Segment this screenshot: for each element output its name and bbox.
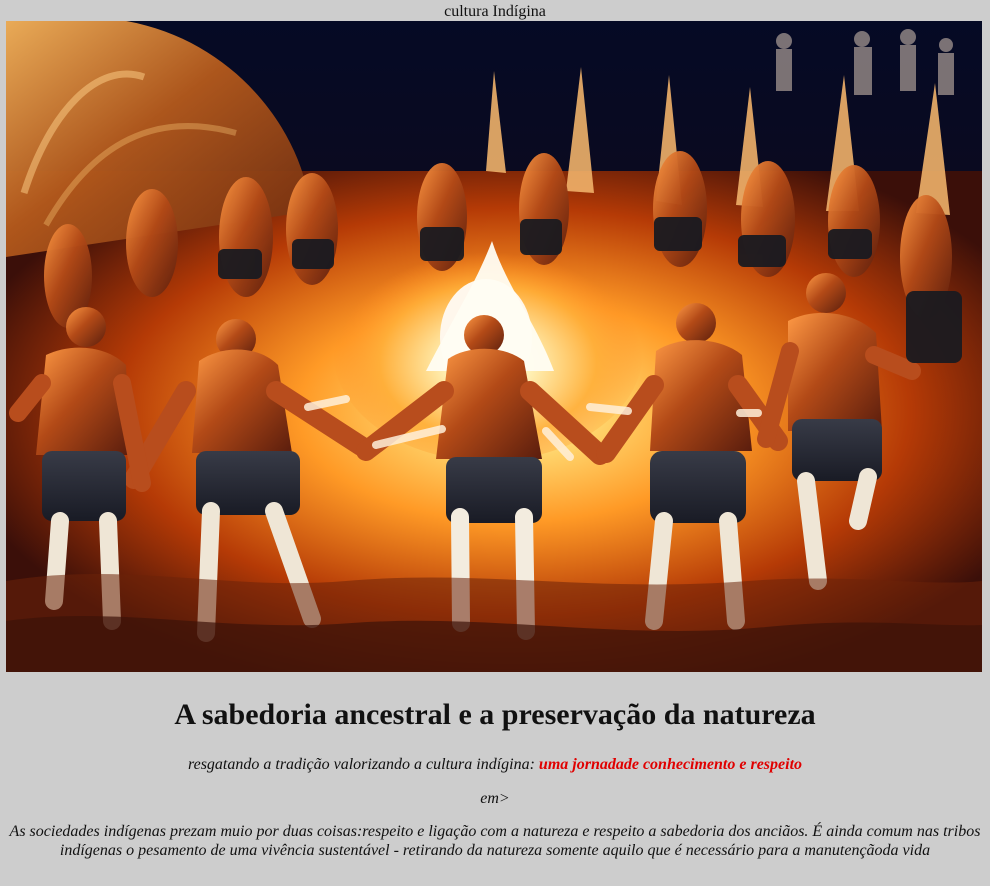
page-title: cultura Indígina (444, 3, 546, 20)
subtitle-highlight: uma jornadade conhecimento e respeito (538, 756, 803, 773)
em-text: em> (480, 790, 510, 807)
body-paragraph: As sociedades indígenas prezam muio por duas coisas:respeito e ligação com a natureza e respeito a sabedoria dos anciãos. É ainda comum nas tribos indígenas o pesamento de uma vivência sustentável - retirando da natureza somente aquilo que é necessário para a manutençãoda vida (9, 823, 981, 859)
hero-image (6, 21, 982, 672)
main-heading: A sabedoria ancestral e a preservação da natureza (174, 698, 816, 731)
subtitle-prefix: resgatando a tradição valorizando a cultura indígina: (187, 756, 539, 773)
subtitle (0, 754, 990, 776)
hero-image-illustration (6, 21, 982, 672)
